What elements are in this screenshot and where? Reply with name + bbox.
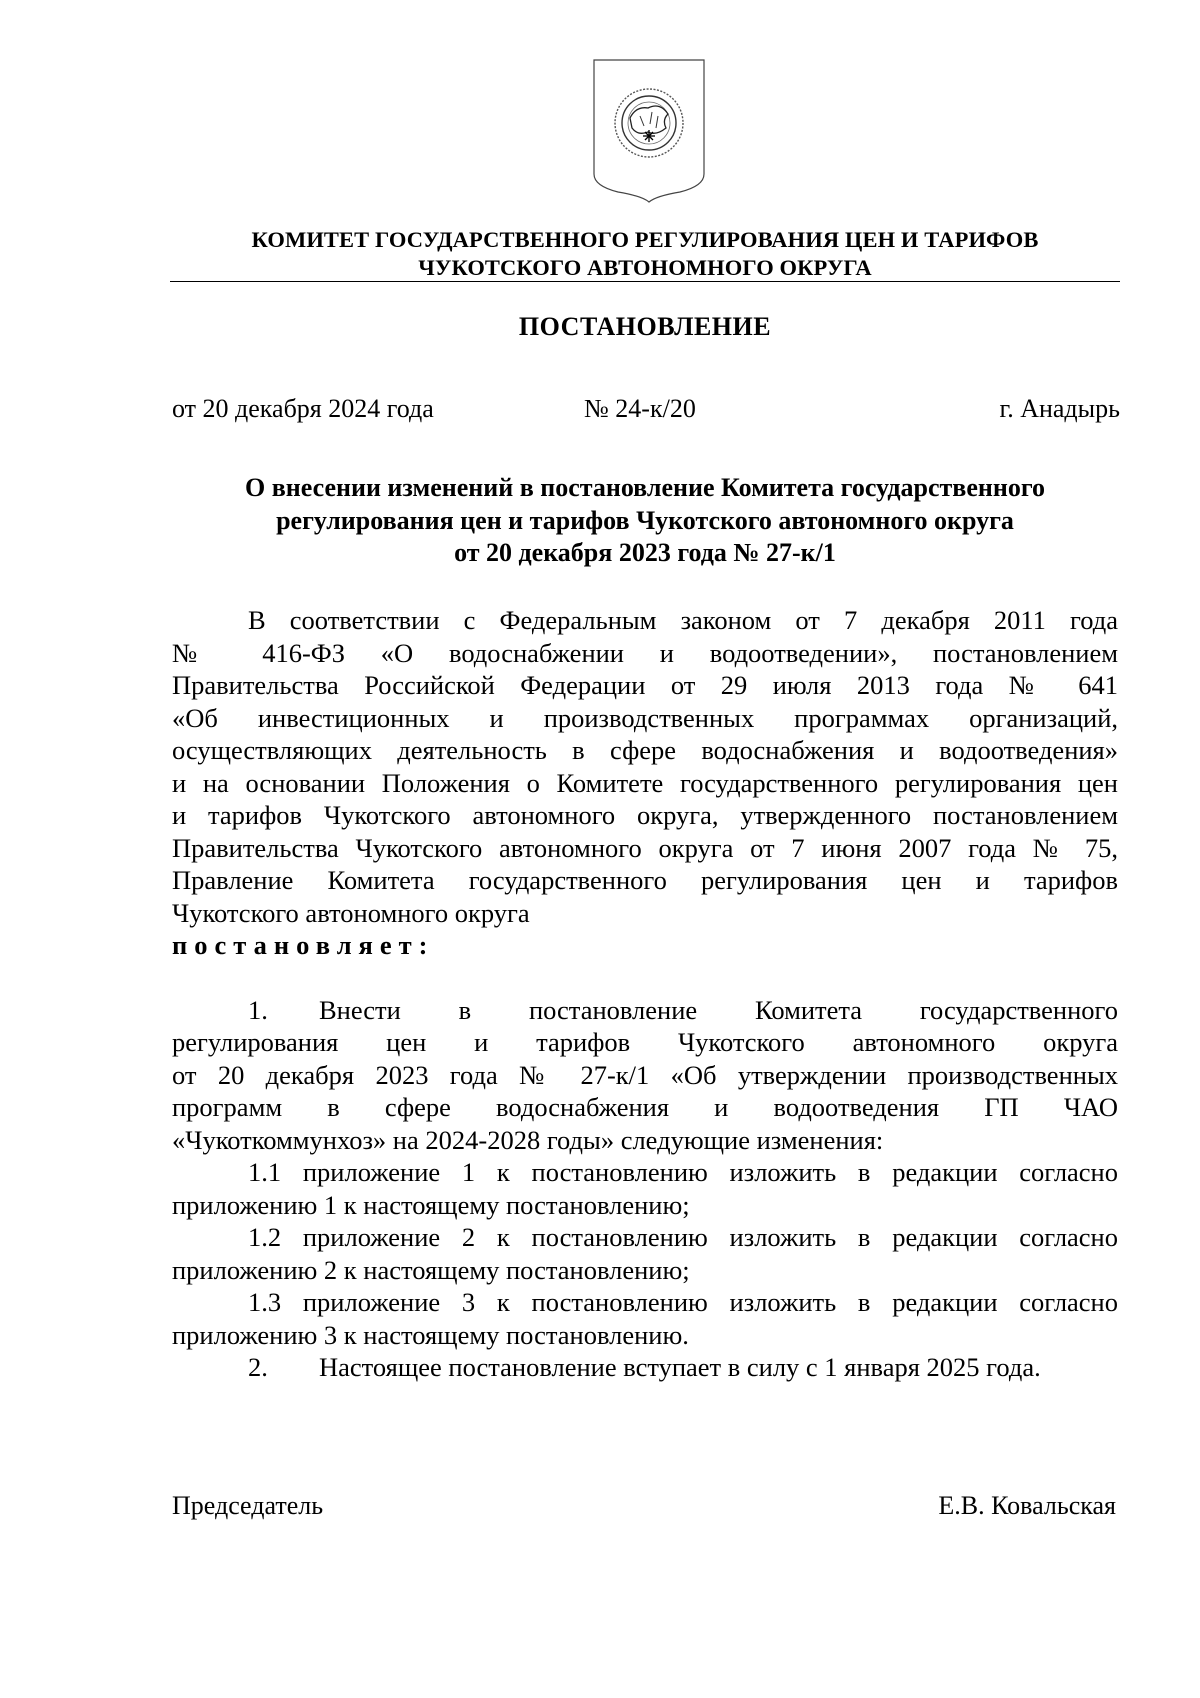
preamble-line: № 416-ФЗ «О водоснабжении и водоотведении», постановлением — [172, 637, 1118, 668]
subitem-line: 1.3 приложение 3 к постановлению изложить в редакции согласно — [248, 1287, 1118, 1317]
preamble-line: В соответствии с Федеральным законом от 7 декабря 2011 года — [248, 605, 1118, 635]
item-1-line: от 20 декабря 2023 года № 27-к/1 «Об утверждении производственных — [172, 1059, 1118, 1090]
document-date: от 20 декабря 2024 года — [172, 394, 434, 423]
item-2 — [172, 1351, 1118, 1384]
title-line-1: О внесении изменений в постановление Комитета государственного — [244, 473, 1046, 502]
subitem-line: приложению 3 к настоящему постановлению. — [172, 1319, 689, 1350]
title-line-3: от 20 декабря 2023 года № 27-к/1 — [454, 538, 836, 567]
preamble-line: «Об инвестиционных и производственных программах организаций, — [172, 702, 1118, 733]
issuer-line-2: ЧУКОТСКОГО АВТОНОМНОГО ОКРУГА — [418, 255, 872, 280]
coat-of-arms-icon — [590, 56, 708, 204]
item-1 — [172, 994, 1118, 1157]
subitem-line: 1.1 приложение 1 к постановлению изложить в редакции согласно — [248, 1157, 1118, 1187]
subitem-line: приложению 1 к настоящему постановлению; — [172, 1189, 690, 1220]
item-1-line: программ в сфере водоснабжения и водоотведения ГП ЧАО — [172, 1092, 1118, 1122]
preamble-line: Правительства Российской Федерации от 29 июля 2013 года № 641 — [172, 670, 1118, 700]
issuer-line-1: КОМИТЕТ ГОСУДАРСТВЕННОГО РЕГУЛИРОВАНИЯ ЦЕН И ТАРИФОВ — [251, 227, 1039, 252]
preamble — [172, 604, 1118, 929]
issuer-header — [170, 226, 1120, 282]
subitem-1-3 — [172, 1286, 1118, 1351]
preamble-line: Правительства Чукотского автономного округа от 7 июня 2007 года № 75, — [172, 832, 1118, 863]
item-2-number: 2. — [248, 1352, 268, 1382]
document-type: ПОСТАНОВЛЕНИЕ — [518, 312, 772, 341]
subitem-1-1 — [172, 1156, 1118, 1221]
preamble-line: Чукотского автономного округа — [172, 897, 530, 928]
preamble-line: Правление Комитета государственного регулирования цен и тарифов — [172, 865, 1118, 895]
paragraph-gap — [172, 962, 1118, 994]
item-1-number: 1. — [248, 994, 268, 1025]
item-1-line: «Чукоткоммунхоз» на 2024-2028 годы» следующие изменения: — [172, 1124, 884, 1155]
item-1-line: Внести в постановление Комитета государственного — [319, 994, 1118, 1025]
document-city: г. Анадырь — [999, 394, 1120, 423]
resolves-word: постановляет: — [172, 930, 435, 960]
document-number: № 24-к/20 — [584, 394, 696, 423]
signatory-role: Председатель — [172, 1491, 324, 1520]
preamble-line: осуществляющих деятельность в сфере водоснабжения и водоотведения» — [172, 735, 1118, 765]
subitem-1-2 — [172, 1221, 1118, 1286]
preamble-line: и на основании Положения о Комитете государственного регулирования цен — [172, 767, 1118, 798]
signatory-name: Е.В. Ковальская — [938, 1491, 1116, 1520]
item-1-first-line — [172, 994, 1118, 1027]
subitem-line: приложению 2 к настоящему постановлению; — [172, 1254, 690, 1285]
subitem-line: 1.2 приложение 2 к постановлению изложить в редакции согласно — [248, 1222, 1118, 1252]
title-line-2: регулирования цен и тарифов Чукотского автономного округа — [276, 505, 1014, 535]
item-2-text: Настоящее постановление вступает в силу с 1 января 2025 года. — [319, 1352, 1041, 1382]
header-divider — [170, 281, 1120, 282]
item-1-line: регулирования цен и тарифов Чукотского автономного округа — [172, 1027, 1118, 1057]
document-body — [172, 604, 1118, 1384]
preamble-line: и тарифов Чукотского автономного округа, утвержденного постановлением — [172, 800, 1118, 830]
document-title — [170, 472, 1120, 570]
